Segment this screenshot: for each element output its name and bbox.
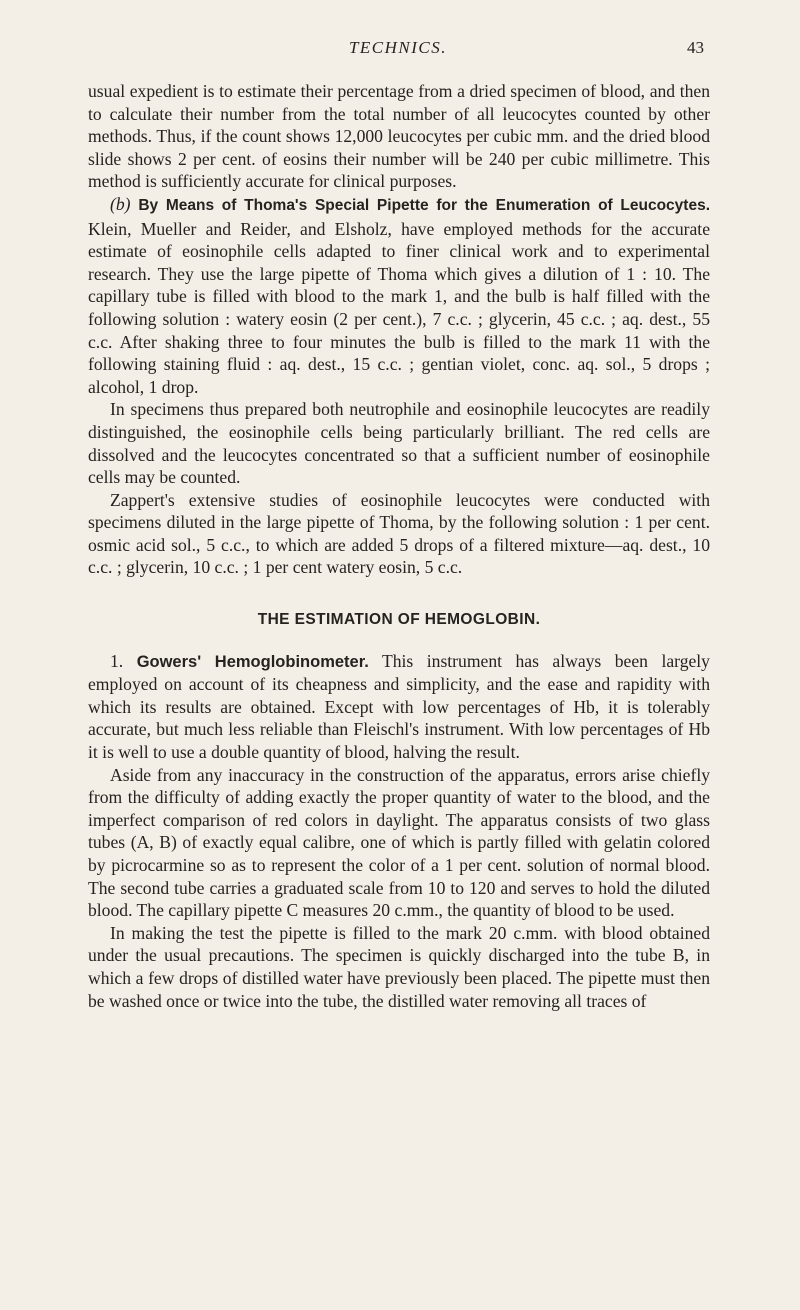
paragraph: In specimens thus prepared both neutrophile and eosinophile leucocytes are readily distinguished, the eosinophile cells being particularly brilliant. The red cells are dissolved and the leucocytes concentrated so that a sufficient number of eosinophile cells may be counted.: [88, 399, 710, 488]
page-number: 43: [687, 38, 704, 57]
paragraph: In making the test the pipette is filled to the mark 20 c.mm. with blood obtained under the usual precautions. The specimen is quickly discharged into the tube B, in which a few drops of distilled water have previously been placed. The pipette must then be washed once or twice into the tube, the distilled water removing all traces of: [88, 922, 710, 1011]
running-head: [88, 38, 708, 64]
paragraph-text: Klein, Mueller and Reider, and Elsholz, have employed methods for the accurate estimate of eosinophile cells adapted to finer clinical work and to experimental research. They use the large pipette of Thoma which gives a dilution of 1 : 10. The capillary tube is filled with blood to the mark 1, and the bulb is half filled with the following solution : watery eosin (2 per cent.), 7 c.c. ; glycerin, 45 c.c. ; aq. dest., 55 c.c. After shaking three to four minutes the bulb is filled to the mark 11 with the following staining fluid : aq. dest., 15 c.c. ; gentian violet, conc. aq. sol., 5 drops ; alcohol, 1 drop.: [88, 218, 710, 397]
paragraph-text: This instrument has always been largely employed on account of its cheapness and simplicity, and the ease and rapidity with which its results are obtained. Except with low percentages of Hb, it is tolerably accurate, but much less reliable than Fleischl's instrument. With low percentages of Hb it is well to use a double quantity of blood, halving the result.: [88, 650, 710, 763]
subsection-heading: By Means of Thoma's Special Pipette for the Enumeration of Leucocytes.: [138, 196, 711, 214]
body-text: [88, 80, 710, 1012]
paragraph: usual expedient is to estimate their percentage from a dried specimen of blood, and then to calculate their number from the total number of all leucocytes counted by other methods. Thus, if the count shows 12,000 leucocytes per cubic mm. and the dried blood slide shows 2 per cent. of eosins their number will be 240 per cubic millimetre. This method is sufficiently accurate for clinical purposes.: [88, 81, 710, 192]
paragraph: [88, 193, 710, 398]
subsection-label: (b): [110, 193, 131, 214]
subsection-label: 1.: [110, 650, 124, 671]
paragraph: Zappert's extensive studies of eosinophile leucocytes were conducted with specimens diluted in the large pipette of Thoma, by the following solution : 1 per cent. osmic acid sol., 5 c.c., to which are added 5 drops of a filtered mixture—aq. dest., 10 c.c. ; glycerin, 10 c.c. ; 1 per cent watery eosin, 5 c.c.: [88, 489, 710, 578]
section-heading: THE ESTIMATION OF HEMOGLOBIN.: [257, 611, 541, 629]
subsection-heading: Gowers' Hemoglobinometer.: [136, 652, 369, 671]
paragraph: [88, 650, 710, 764]
running-title: TECHNICS.: [348, 38, 448, 57]
paragraph: Aside from any inaccuracy in the construction of the apparatus, errors arise chiefly from the difficulty of adding exactly the proper quantity of water to the blood, and the imperfect comparison of red colors in daylight. The apparatus consists of two glass tubes (A, B) of exactly equal calibre, one of which is partly filled with gelatin colored by picrocarmine so as to represent the color of a 1 per cent. solution of normal blood. The second tube carries a graduated scale from 10 to 120 and serves to hold the diluted blood. The capillary pipette C measures 20 c.mm., the quantity of blood to be used.: [88, 764, 710, 921]
